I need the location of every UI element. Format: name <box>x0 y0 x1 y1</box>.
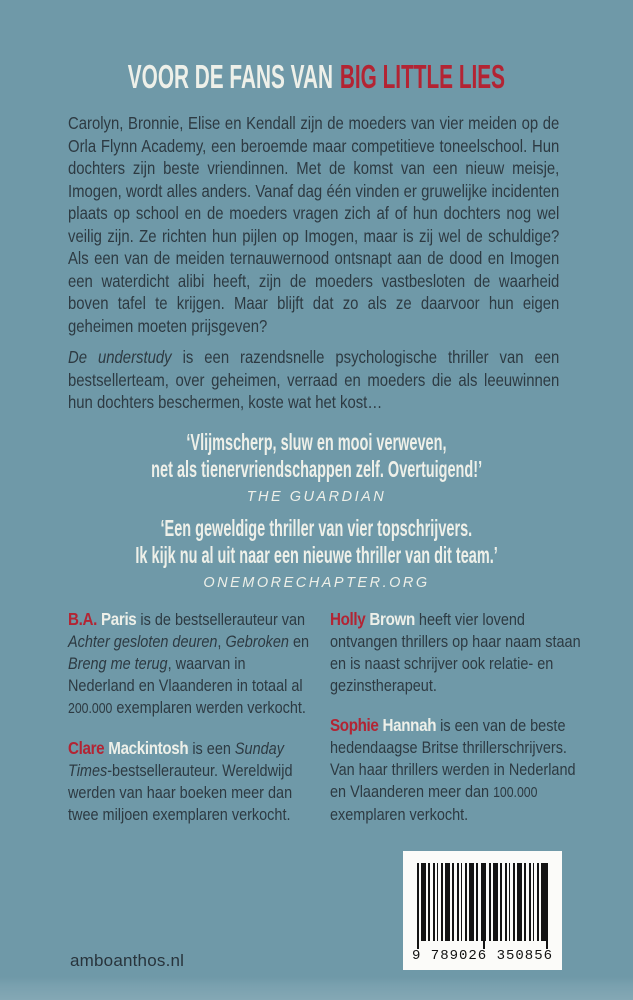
synopsis-paragraph-2: De understudy is een razendsnelle psychologische thriller van een bestsellerteam, over geheimen, verraad en moeders die als leeuwinnen hun dochters beschermen, koste wat het kost… <box>68 347 560 412</box>
barcode-guard-bar <box>483 863 485 949</box>
quote-line-text: ‘Een geweldige thriller van vier topschrijvers. <box>160 515 473 541</box>
fans-tagline <box>0 58 633 96</box>
quote-line <box>0 515 633 542</box>
synopsis-paragraph-1: Carolyn, Bronnie, Elise en Kendall zijn de moeders van vier meiden op de Orla Flynn Academy, een beroemde maar competitieve toneelschool. Hun dochters zijn beste vriendinnen. Met de komst van een nieuw meisje, Imogen, wordt alles anders. Vanaf dag één vinden er gruwelijke incidenten plaats op school en de moeders vragen zich af of hun dochters nog wel veilig zijn. Ze richten hun pijlen op Imogen, maar is zij wel de schuldige? Als een van de meiden ternauwernood ontsnapt aan de dood en Imogen een waterdicht alibi heeft, zijn de moeders vastbesloten de waarheid boven tafel te krijgen. Maar blijft dat zo als ze daarvoor hun eigen geheimen moeten prijsgeven? <box>68 113 560 336</box>
author-bio-holly-brown: Holly Brown heeft vier lovend ontvangen thrillers op haar naam staan en is naast schrijver ook relatie- en gezinstherapeut. <box>330 609 581 695</box>
tagline-prefix: VOOR DE FANS VAN <box>127 58 334 95</box>
page-edge-highlight <box>0 977 633 1000</box>
author-bios-left-column <box>68 608 315 843</box>
author-bio-clare-mackintosh: Clare Mackintosh is een Sunday Times-bestsellerauteur. Wereldwijd werden van haar boeken meer dan twee miljoen exemplaren verkocht. <box>68 738 293 824</box>
quote-line <box>0 542 633 569</box>
publisher-url: amboanthos.nl <box>70 951 185 970</box>
isbn-digits: 9 789026 350856 <box>411 948 554 964</box>
author-bios-right-column <box>330 608 583 843</box>
quote-line <box>0 429 633 456</box>
barcode-guard-bar <box>546 863 548 949</box>
author-bio-sophie-hannah: Sophie Hannah is een van de beste hedendaagse Britse thrillerschrijvers. Van haar thrillers werden in Nederland en Vlaanderen meer dan 100.000 exemplaren verkocht. <box>330 715 576 824</box>
tagline-highlight: BIG LITTLE LIES <box>339 58 506 95</box>
quote-line-text: Ik kijk nu al uit naar een nieuwe thriller van dit team.’ <box>135 541 498 568</box>
press-quote-onemorechapter <box>0 515 633 592</box>
quote-line-text: net als tienervriendschappen zelf. Overtuigend!’ <box>151 455 482 482</box>
barcode-guard-bar <box>417 863 419 949</box>
press-quote-guardian <box>0 429 633 506</box>
quote-source: THE GUARDIAN <box>246 489 387 505</box>
quote-line-text: ‘Vlijmscherp, sluw en mooi verweven, <box>186 429 447 455</box>
synopsis <box>68 112 559 414</box>
quote-source: ONEMORECHAPTER.ORG <box>203 575 430 591</box>
quote-line <box>0 456 633 483</box>
author-bio-ba-paris: B.A. Paris is de bestsellerauteur van Achter gesloten deuren, Gebroken en Breng me terug, waarvan in Nederland en Vlaanderen in totaal al 200.000 exemplaren werden verkocht. <box>68 609 310 717</box>
fans-tagline-text <box>128 58 505 96</box>
isbn-barcode <box>403 851 562 970</box>
